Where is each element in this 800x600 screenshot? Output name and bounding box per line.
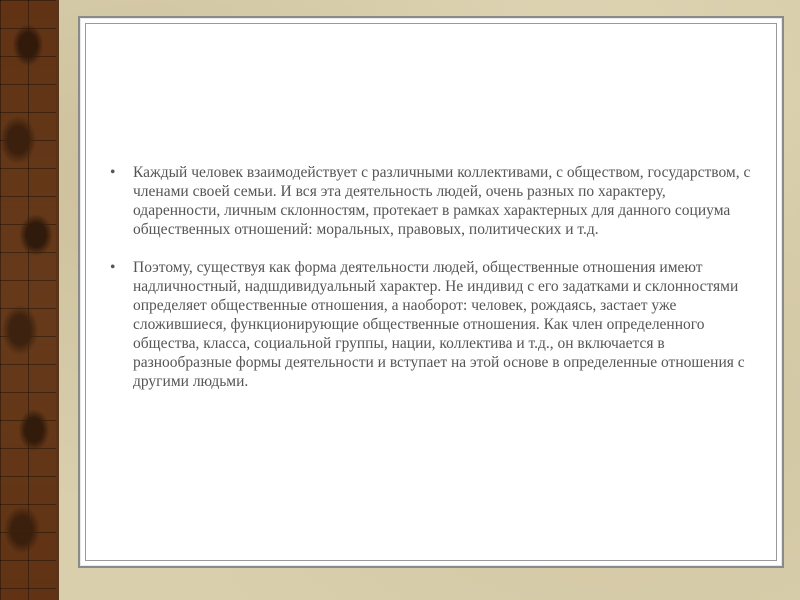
slide-content-panel — [78, 16, 784, 568]
bullet-text: Каждый человек взаимодействует с различными коллективами, с обществом, государством, с членами своей семьи. И вся эта деятельность людей, очень разных по характеру, одаренности, личным склонностям, протекает в рамках характерных для данного социума общественных отношений: моральных, правовых, политических и т.д. — [133, 164, 751, 238]
decorative-side-band — [0, 0, 56, 600]
bullet-item — [106, 163, 756, 239]
bullet-text: Поэтому, существуя как форма деятельности людей, общественные отношения имеют надличностный, надшдивидуальный характер. Не индивид с его задатками и склонностями определяет общественные отношения, а наоборот: человек, рождаясь, застает уже сложившиеся, функционирующие общественные отношения. Как член определенного общества, класса, социальной группы, нации, коллектива и т.д., он включается в разнообразные формы деятельности и вступает на этой основе в определенные отношения с другими людьми. — [133, 259, 745, 390]
side-band-edge — [56, 0, 59, 600]
bullet-list — [106, 163, 756, 410]
bullet-item — [106, 258, 756, 391]
bullet-marker: • — [110, 259, 116, 276]
bullet-marker: • — [110, 164, 116, 181]
